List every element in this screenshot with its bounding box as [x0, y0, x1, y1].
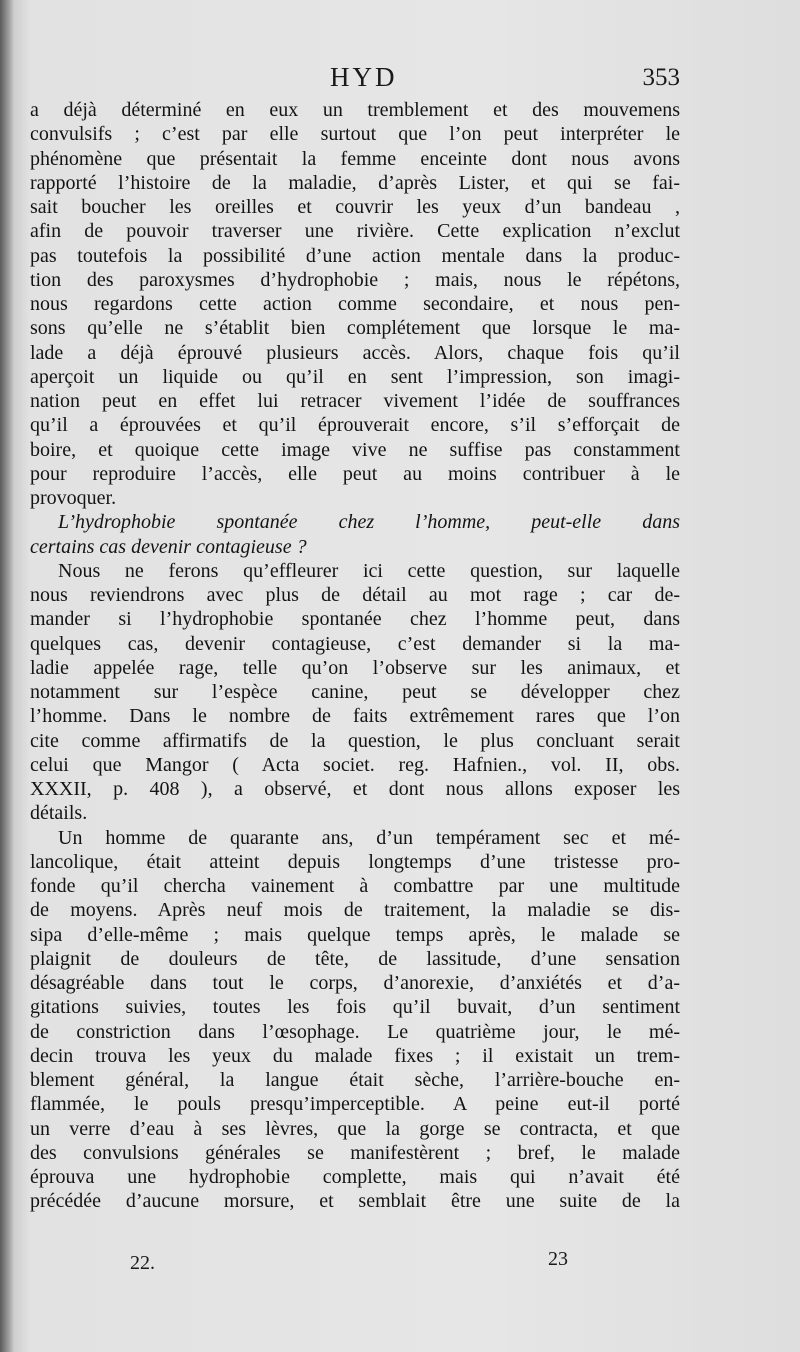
text-line: fonde qu’il chercha vainement à combattre par une multitude [30, 875, 680, 897]
text-line: celui que Mangor ( Acta societ. reg. Hafnien., vol. II, obs. [30, 753, 680, 776]
text-line: boire, et quoique cette image vive ne suffise pas constamment [30, 438, 680, 461]
text-line: convulsifs ; c’est par elle surtout que l’on peut interpréter le [30, 123, 680, 146]
text-line: Un homme de quarante ans, d’un tempérament sec et mé- [58, 826, 680, 849]
text-line: flammée, le pouls presqu’imperceptible. A peine eut-il porté [30, 1093, 680, 1116]
text-line: cite comme affirmatifs de la question, le plus concluant serait [30, 729, 680, 752]
text-line: a déjà déterminé en eux un tremblement et des mouvemens [30, 99, 680, 121]
text-line: L’hydrophobie spontanée chez l’homme, peut-elle dans [58, 511, 680, 534]
text-line: détails. [30, 802, 88, 825]
text-line: éprouva une hydrophobie complette, mais qui n’avait été [30, 1166, 680, 1188]
text-line: mander si l’hydrophobie spontanée chez l’homme peut, dans [30, 608, 680, 631]
text-line: de constriction dans l’œsophage. Le quatrième jour, le mé- [30, 1020, 680, 1043]
body-text [30, 98, 680, 1214]
text-line: Nous ne ferons qu’effleurer ici cette question, sur laquelle [58, 559, 680, 582]
text-line: de moyens. Après neuf mois de traitement, la maladie se dis- [30, 899, 680, 922]
text-line: provoquer. [30, 487, 117, 509]
text-line: notamment sur l’espèce canine, peut se développer chez [30, 681, 680, 703]
text-line: précédée d’aucune morsure, et semblait être une suite de la [30, 1190, 680, 1213]
text-line: decin trouva les yeux du malade fixes ; il existait un trem- [30, 1044, 680, 1067]
text-line: rapporté l’histoire de la maladie, d’après Lister, et qui se fai- [30, 171, 680, 194]
running-head: HYD [330, 62, 398, 92]
text-line: lade a déjà éprouvé plusieurs accès. Alors, chaque fois qu’il [30, 341, 680, 364]
page-number: 353 [642, 64, 680, 91]
page-footer [30, 1248, 680, 1278]
page-spine-shadow [0, 0, 14, 1352]
text-line: qu’il a éprouvées et qu’il éprouverait encore, s’il s’efforçait de [30, 414, 680, 437]
text-line: phénomène que présentait la femme enceinte dont nous avons [30, 147, 680, 170]
text-line: tion des paroxysmes d’hydrophobie ; mais, nous le répétons, [30, 268, 680, 291]
text-line: nous regardons cette action comme secondaire, et nous pen- [30, 293, 680, 315]
text-line: quelques cas, devenir contagieuse, c’est demander si la ma- [30, 632, 680, 655]
text-line: nation peut en effet lui retracer vivement l’idée de souffrances [30, 390, 680, 412]
text-line: XXXII, p. 408 ), a observé, et dont nous allons exposer les [30, 778, 680, 800]
text-line: pour reproduire l’accès, elle peut au moins contribuer à le [30, 462, 680, 485]
text-line: aperçoit un liquide ou qu’il en sent l’impression, son imagi- [30, 365, 680, 388]
text-line: plaignit de douleurs de tête, de lassitude, d’une sensation [30, 947, 680, 970]
text-line: pas toutefois la possibilité d’une action mentale dans la produc- [30, 244, 680, 267]
text-line: un verre d’eau à ses lèvres, que la gorge se contracta, et que [30, 1117, 680, 1140]
page-header [30, 60, 680, 94]
text-line: sait boucher les oreilles et couvrir les yeux d’un bandeau , [30, 196, 680, 218]
text-line: désagréable dans tout le corps, d’anorexie, d’anxiétés et d’a- [30, 972, 680, 994]
text-line: sipa d’elle-même ; mais quelque temps après, le malade se [30, 923, 680, 946]
text-line: gitations suivies, toutes les fois qu’il buvait, d’un sentiment [30, 996, 680, 1019]
signature-mark: 22. [130, 1252, 155, 1274]
text-line: des convulsions générales se manifestèrent ; bref, le malade [30, 1141, 680, 1164]
text-line: certains cas devenir contagieuse ? [30, 535, 307, 558]
text-line: blement général, la langue était sèche, l’arrière-bouche en- [30, 1069, 680, 1091]
text-line: nous reviendrons avec plus de détail au mot rage ; car de- [30, 584, 680, 606]
text-line: afin de pouvoir traverser une rivière. Cette explication n’exclut [30, 220, 680, 243]
text-line: l’homme. Dans le nombre de faits extrêmement rares que l’on [30, 705, 680, 728]
text-line: sons qu’elle ne s’établit bien complétement que lorsque le ma- [30, 317, 680, 340]
text-line: ladie appelée rage, telle qu’on l’observe sur les animaux, et [30, 656, 680, 679]
text-line: lancolique, était atteint depuis longtemps d’une tristesse pro- [30, 850, 680, 873]
catchword: 23 [548, 1248, 568, 1270]
